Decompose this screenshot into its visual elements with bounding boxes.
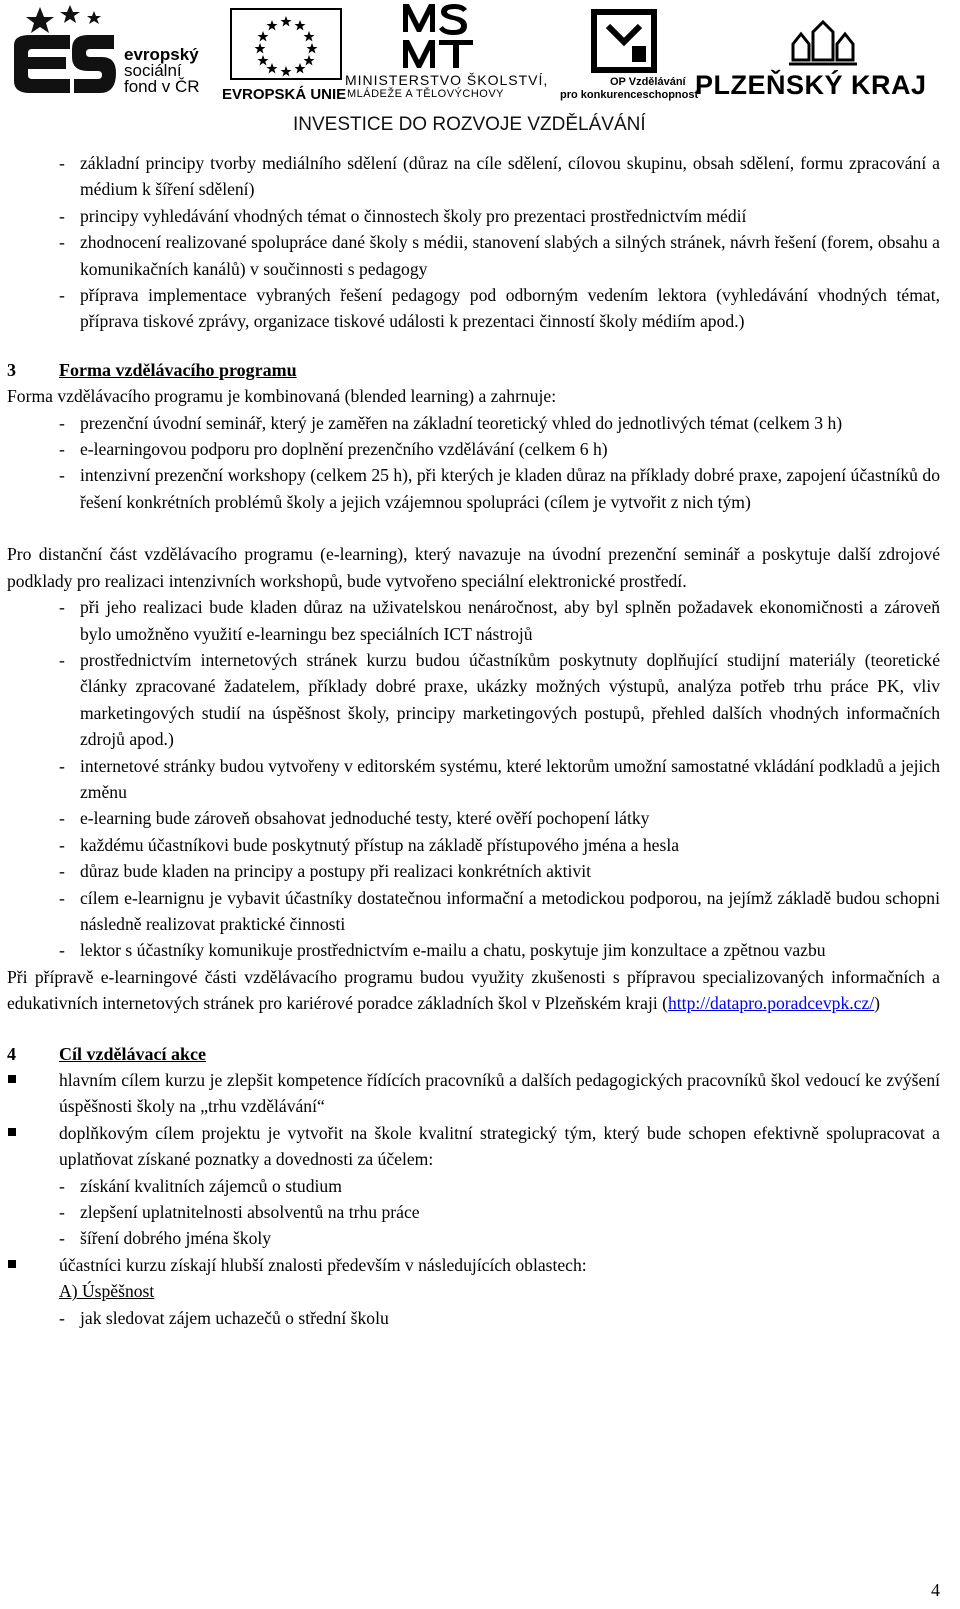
section3-list (7, 410, 940, 516)
document-body (7, 150, 940, 1331)
form-item: - prezenční úvodní seminář, který je zaměřen na základní teoretický vhled do jednotlivých témat (celkem 3 h) (7, 410, 940, 436)
distance-paragraph: Pro distanční část vzdělávacího programu (e-learning), který navazuje na úvodní prezenční seminář a poskytuje další zdrojové podklady pro realizaci intenzivních workshopů, bude vytvořeno speciální elektronické prostředí. (7, 544, 940, 591)
kraj-caption: PLZEŇSKÝ KRAJ (695, 70, 927, 100)
goal2-item: - získání kvalitních zájemců o studium (7, 1173, 940, 1199)
success-subheading (7, 1278, 940, 1304)
distance-item: - při jeho realizaci bude kladen důraz na uživatelskou nenáročnost, aby byl splněn požadavek ekonomičnosti a zároveň bylo umožněno využití e-learningu bez speciálních ICT nástrojů (7, 594, 940, 647)
intro-item: - principy vyhledávání vhodných témat o činnostech školy pro prezentaci prostřednictvím médií (7, 203, 940, 229)
distance-item: - e-learning bude zároveň obsahovat jednoduché testy, které ověří pochopení látky (7, 805, 940, 831)
esf-line3: fond v ČR (124, 77, 200, 96)
esf-line2: sociální (124, 61, 182, 80)
op-line1: OP Vzdělávání (610, 76, 686, 88)
distance-item: - důraz bude kladen na principy a postupy při realizaci konkrétních aktivit (7, 858, 940, 884)
goal-bullet-2: doplňkovým cílem projektu je vytvořit na škole kvalitní strategický tým, který bude schopen efektivně spolupracovat a uplatňovat získané poznatky a dovednosti za účelem: (7, 1120, 940, 1173)
intro-item: - základní principy tvorby mediálního sdělení (důraz na cíle sdělení, cílovou skupinu, obsah sdělení, formu zpracování a médium k šíření sdělení) (7, 150, 940, 203)
success-list (7, 1305, 940, 1331)
distance-item: - internetové stránky budou vytvořeny v editorském systému, které lektorům umožní samostatné vkládání podkladů a jejich změnu (7, 753, 940, 806)
msmt-line1: MINISTERSTVO ŠKOLSTVÍ, (345, 72, 549, 88)
section3-number: 3 (7, 359, 16, 380)
op-logo (560, 8, 699, 103)
experience-paragraph (7, 964, 940, 1017)
section3-heading (7, 357, 940, 383)
eu-logo (222, 8, 347, 103)
page-header (0, 0, 960, 140)
eu-caption: EVROPSKÁ UNIE (222, 86, 347, 103)
section3-lead: Forma vzdělávacího programu je kombinovaná (blended learning) a zahrnuje: (7, 386, 557, 407)
eu-flag-icon (230, 8, 342, 80)
distance-item: - prostřednictvím internetových stránek kurzu budou účastníkům poskytnuty doplňující studijní materiály (teoretické články zpracované žadatelem, příklady dobré praxe, ukázky možných výstupů, analýza potřeb trhu práce PK, vliv marketingových studií na úspěšnost školy, principy marketingových postupů, přehled dalších vhodných informačních zdrojů apod.) (7, 647, 940, 753)
datapro-link[interactable]: http://datapro.poradcevpk.cz/ (668, 993, 875, 1014)
msmt-mark-icon (397, 2, 477, 70)
investice-tagline: INVESTICE DO ROZVOJE VZDĚLÁVÁNÍ (293, 114, 646, 135)
experience-text: Při přípravě e-learningové části vzdělávacího programu budou využity zkušenosti s přípravou specializovaných informačních a edukativních internetových stránek pro kariérové poradce základních škol v Plzeňském kraji ( (7, 966, 940, 1014)
form-item: - e-learningovou podporu pro doplnění prezenčního vzdělávání (celkem 6 h) (7, 436, 940, 462)
distance-list (7, 594, 940, 964)
section3-title: Forma vzdělávacího programu (59, 359, 297, 380)
plzensky-kraj-logo (695, 20, 945, 110)
page-number: 4 (931, 1580, 940, 1600)
form-item: - intenzivní prezenční workshopy (celkem 25 h), při kterých je kladen důraz na příklady dobré praxe, zapojení účastníků do řešení konkrétních problémů školy a jejich vzájemnou spolupráci (cílem je vytvořit z nich tým) (7, 462, 940, 515)
op-mark-icon (588, 8, 660, 74)
msmt-logo (345, 2, 550, 102)
success-subheading-text: A) Úspěšnost (59, 1281, 155, 1302)
goal-bullet-3: účastníci kurzu získají hlubší znalosti především v následujících oblastech: (7, 1252, 940, 1278)
goal-bullet-1: hlavním cílem kurzu je zlepšit kompetence řídících pracovníků a dalších pedagogických pracovníků škol vedoucí ke zvýšení úspěšnosti školy na „trhu vzdělávání“ (7, 1067, 940, 1120)
op-line2: pro konkurenceschopnost (560, 89, 699, 101)
experience-close: ) (874, 993, 881, 1014)
esf-line1: evropský (124, 45, 199, 64)
section4-title: Cíl vzdělávací akce (59, 1043, 206, 1064)
distance-item: - lektor s účastníky komunikuje prostřednictvím e-mailu a chatu, poskytuje jim konzultace a zpětnou vazbu (7, 937, 940, 963)
section4-number: 4 (7, 1043, 16, 1064)
intro-item: - zhodnocení realizované spolupráce dané školy s médii, stanovení slabých a silných stránek, návrh řešení (forem, obsahu a komunikačních kanálů) v součinnosti s pedagogy (7, 229, 940, 282)
kraj-mark-icon (787, 20, 859, 66)
section4-heading (7, 1041, 940, 1067)
esf-mark-icon (10, 5, 120, 105)
success-item: - jak sledovat zájem uchazečů o střední školu (7, 1305, 940, 1331)
goal2-item: - zlepšení uplatnitelnosti absolventů na trhu práce (7, 1199, 940, 1225)
distance-item: - cílem e-learnignu je vybavit účastníky dostatečnou informační a metodickou podporou, na jejímž základě budou schopni následně realizovat praktické činnosti (7, 885, 940, 938)
goal2-item: - šíření dobrého jména školy (7, 1225, 940, 1251)
intro-item: - příprava implementace vybraných řešení pedagogy pod odborným vedením lektora (vyhledávání vhodných témat, příprava tiskové zprávy, organizace tiskové události k prezentaci činností školy médiím apod.) (7, 282, 940, 335)
goal2-list (7, 1173, 940, 1252)
msmt-line2: MLÁDEŽE A TĚLOVÝCHOVY (347, 88, 505, 100)
esf-logo (10, 5, 220, 107)
distance-item: - každému účastníkovi bude poskytnutý přístup na základě přístupového jména a hesla (7, 832, 940, 858)
intro-list (7, 150, 940, 335)
